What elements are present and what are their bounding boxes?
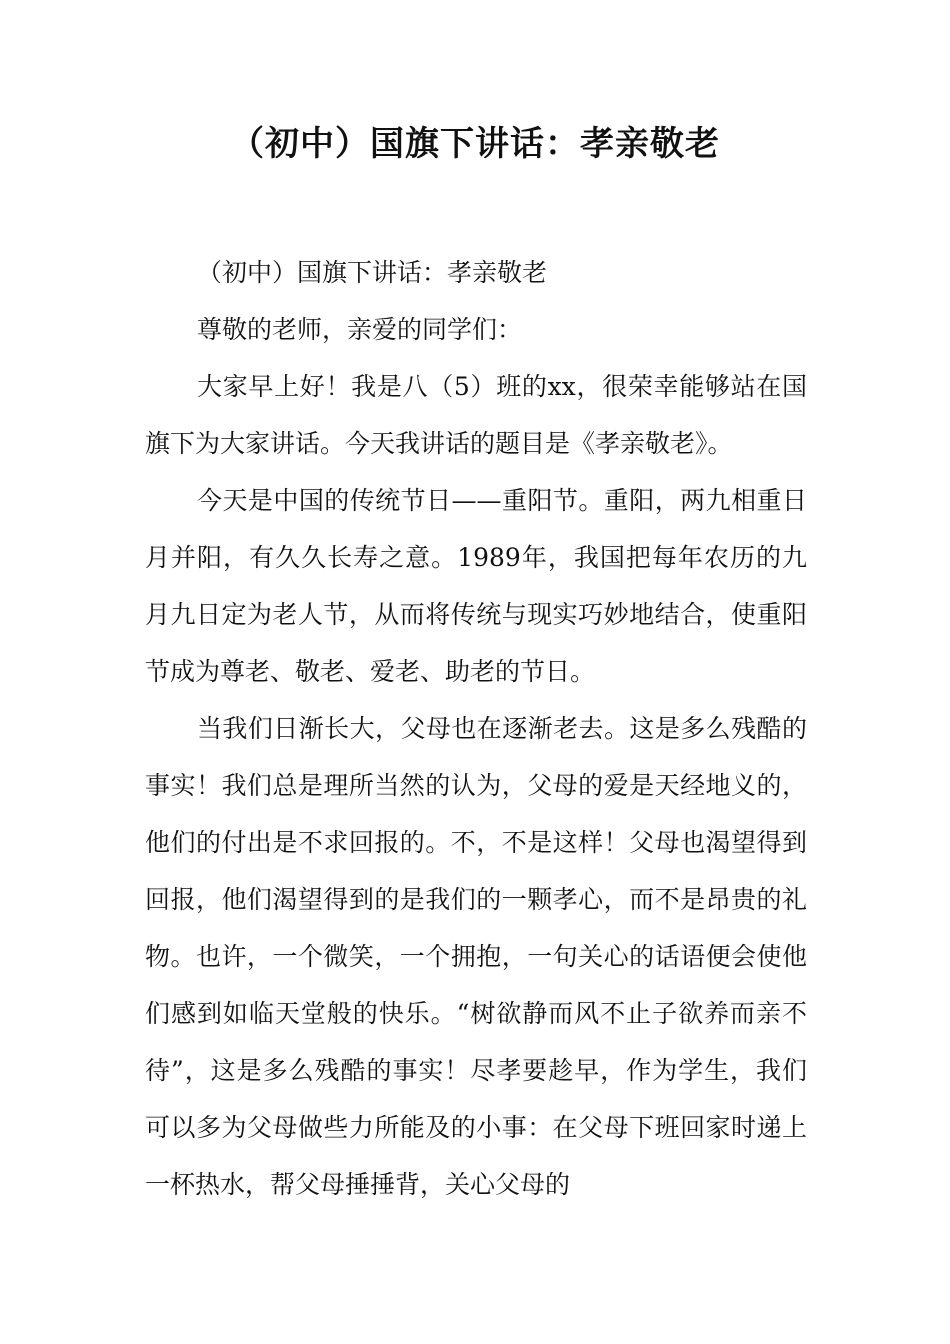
paragraph-salutation: 尊敬的老师，亲爱的同学们：	[197, 315, 523, 344]
paragraph-festival: 今天是中国的传统节日——重阳节。重阳，两九相重日月并阳，有久久长寿之意。1989年，我国把每年农历的九月九日定为老人节，从而将传统与现实巧妙地结合，使重阳节成为尊老、敬老、爱老、助老的节日。	[145, 486, 807, 686]
paragraph-greeting: 大家早上好！我是八（5）班的xx，很荣幸能够站在国旗下为大家讲话。今天我讲话的题目是《孝亲敬老》。	[145, 372, 807, 458]
document-body	[145, 244, 807, 1213]
document-title: （初中）国旗下讲话：孝亲敬老	[230, 124, 720, 164]
paragraph-filial-piety: 当我们日渐长大，父母也在逐渐老去。这是多么残酷的事实！我们总是理所当然的认为，父母的爱是天经地义的，他们的付出是不求回报的。不，不是这样！父母也渴望得到回报，他们渴望得到的是我们的一颗孝心，而不是昂贵的礼物。也许，一个微笑，一个拥抱，一句关心的话语便会使他们感到如临天堂般的快乐。“树欲静而风不止子欲养而亲不待”，这是多么残酷的事实！尽孝要趁早，作为学生，我们可以多为父母做些力所能及的小事：在父母下班回家时递上一杯热水，帮父母捶捶背，关心父母的	[145, 714, 807, 1199]
paragraph-subtitle: （初中）国旗下讲话：孝亲敬老	[197, 258, 548, 287]
